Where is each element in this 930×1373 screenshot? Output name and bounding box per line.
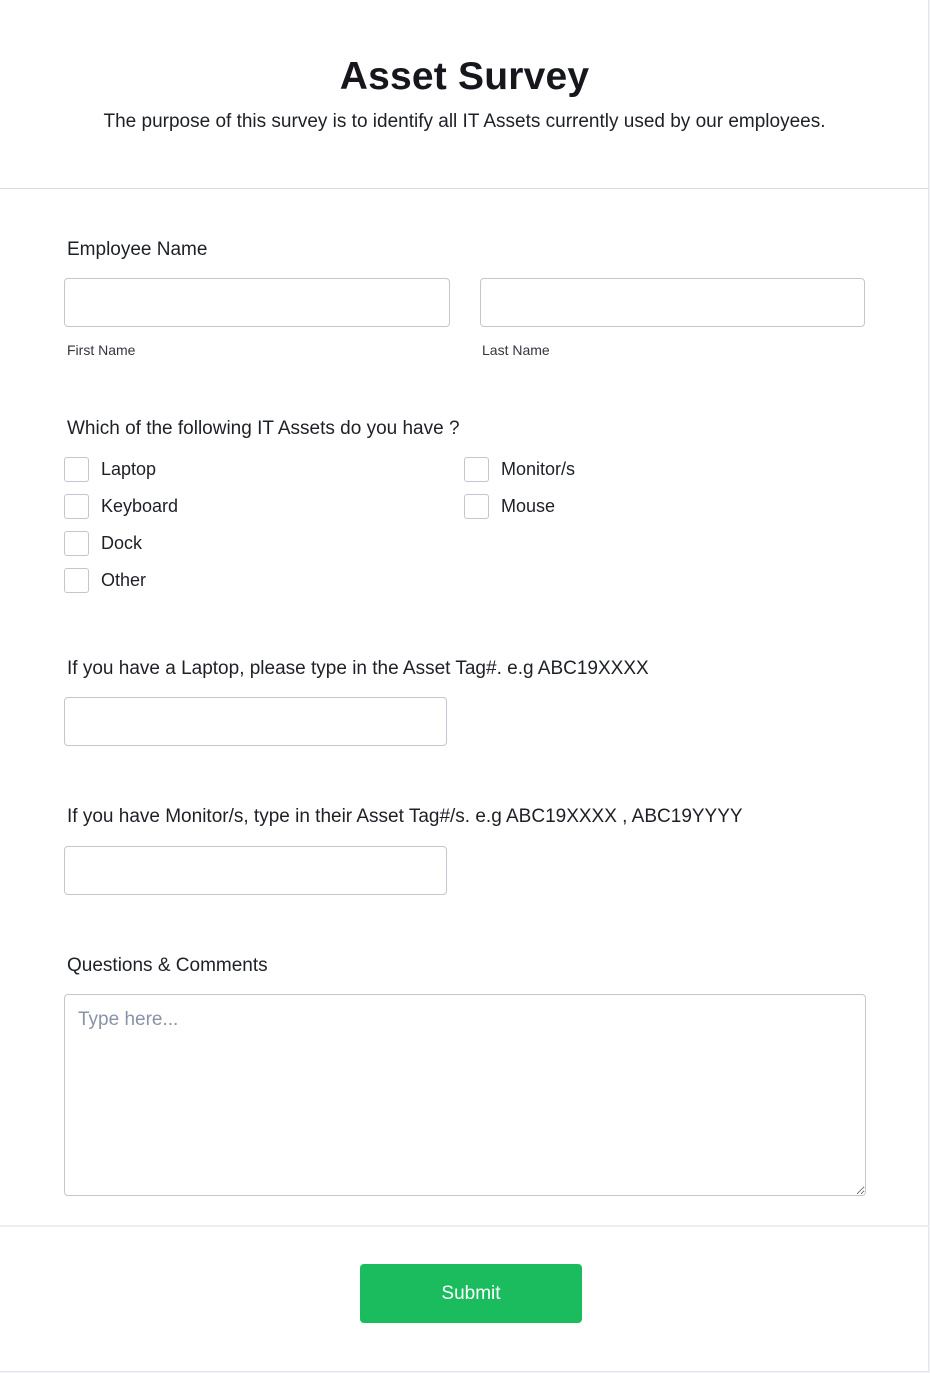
checkbox-box[interactable] (64, 457, 89, 482)
comments-label: Questions & Comments (67, 955, 268, 976)
checkbox-label: Dock (101, 533, 143, 553)
footer-divider (0, 1225, 929, 1227)
checkbox-label: Mouse (501, 496, 556, 516)
employee-name-label: Employee Name (67, 239, 208, 260)
checkbox-box[interactable] (64, 494, 89, 519)
first-name-input[interactable] (64, 278, 450, 327)
checkbox-dock[interactable] (64, 531, 142, 556)
checkbox-label: Laptop (101, 459, 157, 479)
submit-button[interactable]: Submit (360, 1264, 582, 1323)
checkbox-label: Monitor/s (501, 459, 576, 479)
form-header (0, 0, 929, 189)
page-title: Asset Survey (339, 55, 590, 98)
checkbox-keyboard[interactable] (64, 494, 178, 519)
checkbox-monitors[interactable] (464, 457, 575, 482)
first-name-sublabel: First Name (67, 342, 136, 358)
laptop-tag-label: If you have a Laptop, please type in the Asset Tag#. e.g ABC19XXXX (67, 658, 649, 679)
checkbox-label: Keyboard (101, 496, 179, 516)
checkbox-laptop[interactable] (64, 457, 156, 482)
checkbox-box[interactable] (64, 531, 89, 556)
monitor-tags-input[interactable] (64, 846, 447, 895)
monitor-tags-label: If you have Monitor/s, type in their Asset Tag#/s. e.g ABC19XXXX , ABC19YYYY (67, 806, 743, 827)
laptop-tag-input[interactable] (64, 697, 447, 746)
page-subtitle: The purpose of this survey is to identify all IT Assets currently used by our employees. (103, 111, 826, 132)
checkbox-box[interactable] (64, 568, 89, 593)
checkbox-label: Other (101, 570, 147, 590)
assets-question-label: Which of the following IT Assets do you have ? (67, 418, 460, 439)
checkbox-box[interactable] (464, 457, 489, 482)
comments-textarea[interactable] (64, 994, 866, 1196)
last-name-sublabel: Last Name (482, 342, 550, 358)
checkbox-box[interactable] (464, 494, 489, 519)
last-name-input[interactable] (480, 278, 865, 327)
checkbox-other[interactable] (64, 568, 146, 593)
checkbox-mouse[interactable] (464, 494, 555, 519)
